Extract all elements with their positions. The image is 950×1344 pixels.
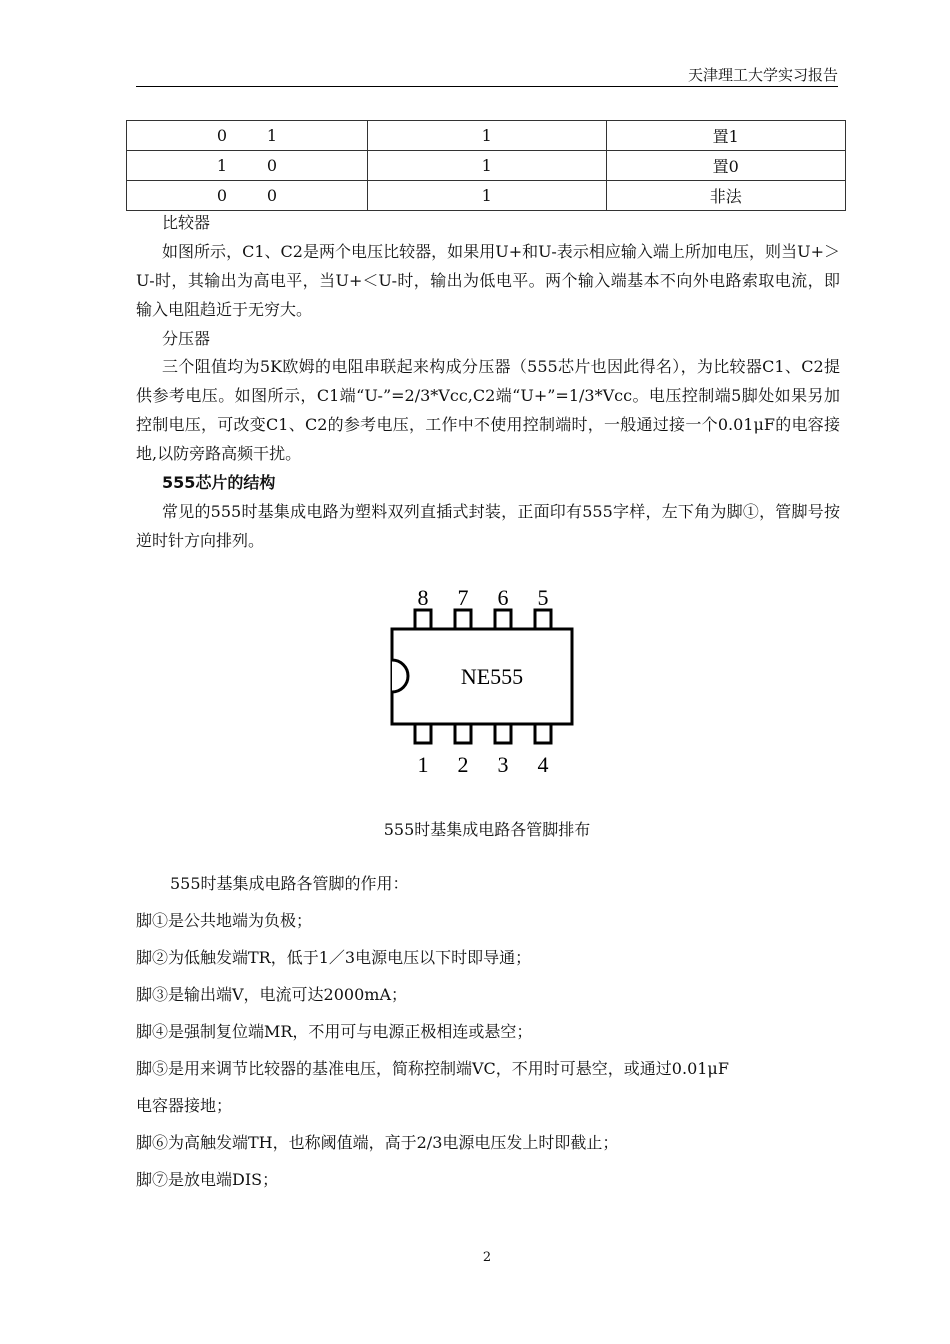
pin-description-6: 脚⑥为高触发端TH，也称阈值端，高于2/3电源电压发上时即截止； xyxy=(136,1133,619,1152)
pin-description-3: 脚③是输出端V，电流可达2000mA； xyxy=(136,985,408,1004)
table-cell-inputs: 1 0 xyxy=(127,151,368,181)
pin-4 xyxy=(535,724,551,743)
pin-6 xyxy=(495,610,511,629)
pin-description-5-cont: 电容器接地； xyxy=(136,1096,233,1115)
pin-8 xyxy=(415,610,431,629)
truth-table xyxy=(126,120,846,211)
pin-label-1: 1 xyxy=(417,752,429,777)
figure-caption: 555时基集成电路各管脚排布 xyxy=(383,820,591,839)
pin-label-6: 6 xyxy=(497,585,509,610)
pin-label-8: 8 xyxy=(417,585,429,610)
chip-label: NE555 xyxy=(460,664,524,689)
page-header-title: 天津理工大学实习报告 xyxy=(687,66,838,84)
pin-3 xyxy=(495,724,511,743)
comparator-paragraph: 如图所示，C1、C2是两个电压比较器，如果用U+和U-表示相应输入端上所加电压，则当U+＞U-时，其输出为高电平，当U+＜U-时，输出为低电平。两个输入端基本不向外电路索取电流，即输入电阻趋近于无穷大。 xyxy=(136,242,840,319)
pin-7 xyxy=(455,610,471,629)
table-row xyxy=(127,181,846,211)
table-cell-state: 置1 xyxy=(606,121,846,151)
table-cell-output: 1 xyxy=(368,181,606,211)
pin-description-1: 脚①是公共地端为负极； xyxy=(136,911,313,930)
ne555-chip-diagram xyxy=(386,580,576,780)
table-row xyxy=(127,121,846,151)
comparator-heading: 比较器 xyxy=(162,213,211,232)
table-cell-inputs: 0 1 xyxy=(127,121,368,151)
pin-1 xyxy=(415,724,431,743)
table-cell-state: 非法 xyxy=(606,181,846,211)
table-cell-output: 1 xyxy=(368,121,606,151)
pin-label-2: 2 xyxy=(457,752,469,777)
pin-label-4: 4 xyxy=(537,752,549,777)
pin-2 xyxy=(455,724,471,743)
pin-label-5: 5 xyxy=(537,585,549,610)
structure-heading: 555芯片的结构 xyxy=(162,473,276,492)
pins-intro: 555时基集成电路各管脚的作用： xyxy=(170,874,409,893)
header-rule xyxy=(136,86,838,87)
pin-description-5: 脚⑤是用来调节比较器的基准电压，简称控制端VC，不用时可悬空，或通过0.01μF xyxy=(136,1059,729,1078)
table-cell-output: 1 xyxy=(368,151,606,181)
table-cell-inputs: 0 0 xyxy=(127,181,368,211)
structure-paragraph: 常见的555时基集成电路为塑料双列直插式封装，正面印有555字样，左下角为脚①，管脚号按逆时针方向排列。 xyxy=(136,502,840,550)
divider-paragraph: 三个阻值均为5K欧姆的电阻串联起来构成分压器（555芯片也因此得名），为比较器C1、C2提供参考电压。如图所示，C1端“U-”=2/3*Vcc,C2端“U+”=1/3*Vcc。电压控制端5脚处如果另加控制电压，可改变C1、C2的参考电压，工作中不使用控制端时，一般通过接一个0.01μF的电容接地,以防旁路高频干扰。 xyxy=(136,357,840,463)
pin-label-3: 3 xyxy=(497,752,509,777)
page-number: 2 xyxy=(482,1250,492,1265)
pin-description-2: 脚②为低触发端TR，低于1／3电源电压以下时即导通； xyxy=(136,948,532,967)
pin-description-7: 脚⑦是放电端DIS； xyxy=(136,1170,279,1189)
table-cell-state: 置0 xyxy=(606,151,846,181)
pin-5 xyxy=(535,610,551,629)
divider-heading: 分压器 xyxy=(162,329,211,348)
pin-label-7: 7 xyxy=(457,585,469,610)
table-row xyxy=(127,151,846,181)
pin-description-4: 脚④是强制复位端MR，不用可与电源正极相连或悬空； xyxy=(136,1022,533,1041)
